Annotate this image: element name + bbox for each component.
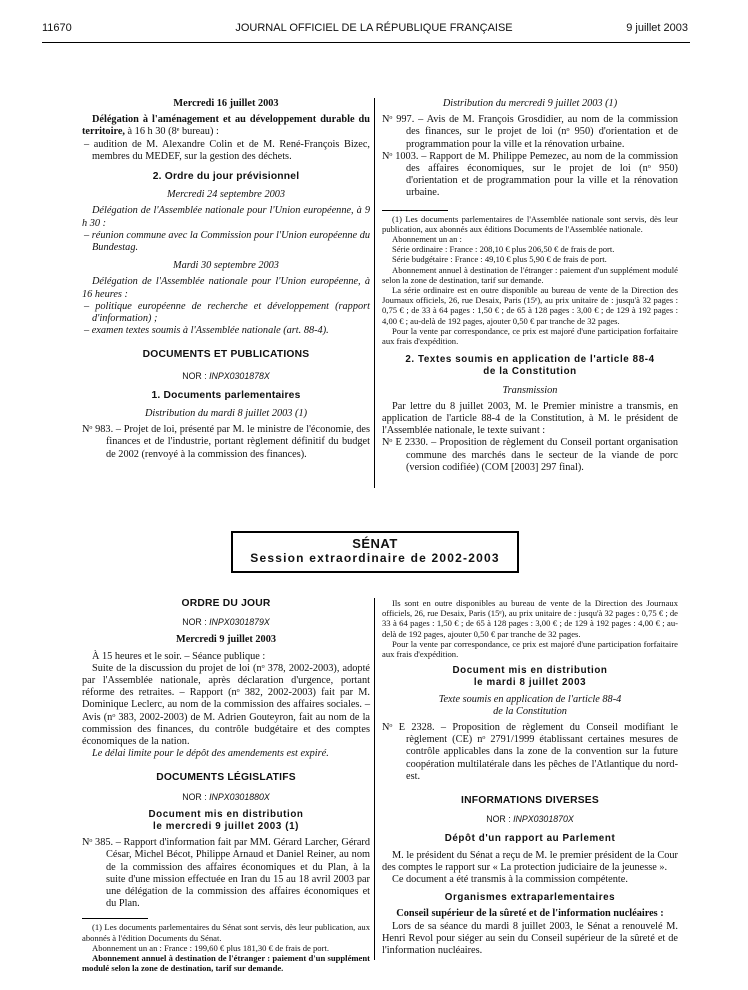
transmission-paragraph: Par lettre du 8 juillet 2003, M. le Premier ministre a transmis, en application de l'article 88-4 de la Constitution, à M. le président de l'Assemblée nationale, le texte suivant : <box>382 400 678 437</box>
footnote: La série ordinaire est en outre disponible au bureau de vente de la Direction des Journaux officiels, 26, rue Desaix, Paris (15ᵉ), au prix unitaire de : jusqu'à 32 pages : 0,75 € ; de 33 à 64 pages : 1,50 € ; de 65 à 128 pages : 3,00 € ; de 129 à 192 pages : 4,00 € ; au-delà de 192 pages, ajouter 0,50 € par tranche de 32 pages. <box>382 285 678 326</box>
report-paragraph: M. le président du Sénat a reçu de M. le premier président de la Cour des comptes le rapport sur « La protection judiciaire de la jeunesse ». <box>382 849 678 873</box>
section-heading: Organismes extraparlementaires <box>444 892 616 904</box>
header-rule <box>42 42 690 43</box>
footnote: Série ordinaire : France : 208,10 € plus 206,50 € de frais de port. <box>392 244 615 255</box>
section-heading: 2. Textes soumis en application de l'article 88-4 <box>405 354 655 366</box>
section-heading: Document mis en distribution <box>452 665 608 677</box>
agenda-item: – réunion commune avec la Commission pour l'Union européenne du Bundestag. <box>84 229 370 254</box>
issue-date: 9 juillet 2003 <box>626 22 688 34</box>
report-paragraph: Ce document a été transmis à la commission compétente. <box>392 874 628 886</box>
column-divider <box>374 598 375 960</box>
section-heading: le mercredi 9 juillet 2003 (1) <box>153 821 299 833</box>
sales-paragraph: Ils sont en outre disponibles au bureau de vente de la Direction des Journaux officiels, 26, rue Desaix, Paris (15ᵉ), au prix unitaire de : jusqu'à 32 pages : 0,75 € ; de 33 à 64 pages : 1,50 € ; de 65 à 128 pages : 3,00 € ; de 129 à 192 pages : 4,00 € ; au-delà de 192 pages, ajouter 0,50 € par tranche de 32 pages. <box>382 598 678 639</box>
footnote: Abonnement annuel à destination de l'étranger : paiement d'un supplément modulé selon la zone de destination, tarif sur demande. <box>82 953 370 974</box>
subsection-heading: Transmission <box>502 384 558 396</box>
nor-reference: NOR : INPX0301870X <box>486 814 574 825</box>
page-number: 11670 <box>42 22 72 34</box>
session-title: Session extraordinaire de 2002-2003 <box>250 551 500 565</box>
sales-paragraph: Pour la vente par correspondance, ce prix est majoré d'une participation forfaitaire aux frais d'expédition. <box>382 638 678 660</box>
section-heading: Dépôt d'un rapport au Parlement <box>444 833 616 845</box>
footnote: (1) Les documents parlementaires de l'Assemblée nationale sont servis, dès leur publication, aux abonnés aux éditions Documents de l'Assemblée nationale. <box>382 213 678 234</box>
footnote: Abonnement annuel à destination de l'étranger : paiement d'un supplément modulé selon la zone de destination, tarif sur demande. <box>382 264 678 285</box>
nor-reference: NOR : INPX0301880X <box>182 791 270 802</box>
section-heading: DOCUMENTS ET PUBLICATIONS <box>142 349 310 361</box>
agenda-item: – politique européenne de recherche et développement (rapport d'information) ; <box>84 300 370 325</box>
section-heading: le mardi 8 juillet 2003 <box>473 677 587 689</box>
amendment-deadline: Le délai limite pour le dépôt des amendements est expiré. <box>92 748 329 760</box>
hearing-item: – audition de M. Alexandre Colin et de M. René-François Bizec, membres du MEDEF, sur la gestion des déchets. <box>84 138 370 162</box>
document-item: Nᵒ 1003. – Rapport de M. Philippe Pemezec, au nom de la commission des affaires économiques, sur le projet de loi (nᵒ 950) d'orientation et de programmation pour la ville et la rénovation urbaine. <box>382 150 678 199</box>
agenda-item: – examen textes soumis à l'Assemblée nationale (art. 88-4). <box>84 325 329 337</box>
document-item: Nᵒ 997. – Avis de M. François Grosdidier, au nom de la commission des finances, sur le projet de loi (nᵒ 950) d'orientation et de programmation pour la ville et la rénovation urbaine. <box>382 114 678 150</box>
nor-reference: NOR : INPX0301879X <box>182 617 270 628</box>
subsection-heading: de la Constitution <box>493 705 567 717</box>
document-item: Nᵒ E 2328. – Proposition de règlement du Conseil modifiant le règlement (CE) nᵒ 2791/1999 établissant certaines mesures de contrôle applicables dans la zone de la convention sur la future coopération multilatérale dans les pêches de l'Atlantique du nord-est. <box>382 722 678 782</box>
date-heading: Mercredi 16 juillet 2003 <box>173 98 279 109</box>
seance-paragraph: À 15 heures et le soir. – Séance publique : <box>92 650 266 662</box>
delegation-paragraph: Délégation de l'Assemblée nationale pour l'Union européenne, à 9 h 30 : <box>82 205 370 229</box>
section-heading: ORDRE DU JOUR <box>181 598 271 609</box>
right-bottom-column <box>382 598 678 957</box>
page-header <box>0 0 748 40</box>
footnote: Abonnement un an : France : 199,60 € plus 181,30 € de frais de port. <box>92 942 329 953</box>
council-paragraph: Lors de sa séance du mardi 8 juillet 2003, le Sénat a renouvelé M. Henri Revol pour siéger au sein du Conseil supérieur de la sûreté et de l'information nucléaires. <box>382 920 678 957</box>
council-heading: Conseil supérieur de la sûreté et de l'information nucléaires : <box>396 908 664 920</box>
date-heading: Mercredi 24 septembre 2003 <box>166 189 286 201</box>
column-divider <box>374 98 375 488</box>
section-heading: INFORMATIONS DIVERSES <box>461 795 599 807</box>
right-top-column <box>382 98 678 474</box>
footnote-rule <box>382 210 448 211</box>
section-heading: 2. Ordre du jour prévisionnel <box>152 171 300 183</box>
footnote: Abonnement un an : <box>392 234 462 245</box>
journal-title: JOURNAL OFFICIEL DE LA RÉPUBLIQUE FRANÇAISE <box>235 22 513 34</box>
document-item: Nᵒ 983. – Projet de loi, présenté par M. le ministre de l'économie, des finances et de l'industrie, portant règlement définitif du budget de 2002 (renvoyé à la commission des finances). <box>82 424 370 460</box>
distribution-heading: Distribution du mercredi 9 juillet 2003 (1) <box>442 98 618 109</box>
subsection-heading: Texte soumis en application de l'article 88-4 <box>438 693 622 705</box>
left-bottom-column <box>82 598 370 973</box>
document-item: Nᵒ 385. – Rapport d'information fait par MM. Gérard Larcher, Gérard César, Michel Bécot, Philippe Arnaud et Daniel Reiner, au nom de la commission des affaires économiques et du Plan, à la suite d'une mission effectuée en Iran du 15 au 18 avril 2003 par une délégation de la commission des affaires économiques et du Plan. <box>82 837 370 910</box>
discussion-paragraph: Suite de la discussion du projet de loi (nᵒ 378, 2002-2003), adopté par l'Assemblée nationale, après déclaration d'urgence, portant réforme des retraites. – Rapport (nᵒ 382, 2002-2003) fait par M. Dominique Leclerc, au nom de la commission des affaires sociales. – Avis (nᵒ 383, 2002-2003) de M. Adrien Gouteyron, fait au nom de la commission des finances, du contrôle budgétaire et des comptes économiques de la nation. <box>82 662 370 748</box>
footnote: (1) Les documents parlementaires du Sénat sont servis, dès leur publication, aux abonnés à l'édition Documents du Sénat. <box>82 922 370 943</box>
footnote: Série budgétaire : France : 49,10 € plus 5,90 € de frais de port. <box>392 254 607 265</box>
section-heading: de la Constitution <box>483 366 577 378</box>
section-heading: 1. Documents parlementaires <box>151 389 301 401</box>
section-heading: Document mis en distribution <box>148 808 304 820</box>
distribution-heading: Distribution du mardi 8 juillet 2003 (1) <box>144 408 308 420</box>
footnote-rule <box>82 918 148 919</box>
left-top-column <box>82 98 370 461</box>
document-item: Nᵒ E 2330. – Proposition de règlement du Conseil portant organisation commune des marchés dans le secteur de la viande de porc (version codifiée) (COM [2003] 297 final). <box>382 437 678 473</box>
senat-banner <box>231 531 519 573</box>
section-heading: DOCUMENTS LÉGISLATIFS <box>156 772 296 784</box>
date-heading: Mardi 30 septembre 2003 <box>173 260 279 272</box>
delegation-paragraph: Délégation de l'Assemblée nationale pour l'Union européenne, à 16 heures : <box>82 276 370 300</box>
nor-reference: NOR : INPX0301878X <box>182 370 270 381</box>
senat-title: SÉNAT <box>352 536 398 551</box>
delegation-paragraph: Délégation à l'aménagement et au développement durable du territoire, à 16 h 30 (8ᵉ bureau) : <box>82 114 370 138</box>
date-heading: Mercredi 9 juillet 2003 <box>176 634 276 646</box>
footnote: Pour la vente par correspondance, ce prix est majoré d'une participation forfaitaire aux frais d'expédition. <box>382 325 678 347</box>
